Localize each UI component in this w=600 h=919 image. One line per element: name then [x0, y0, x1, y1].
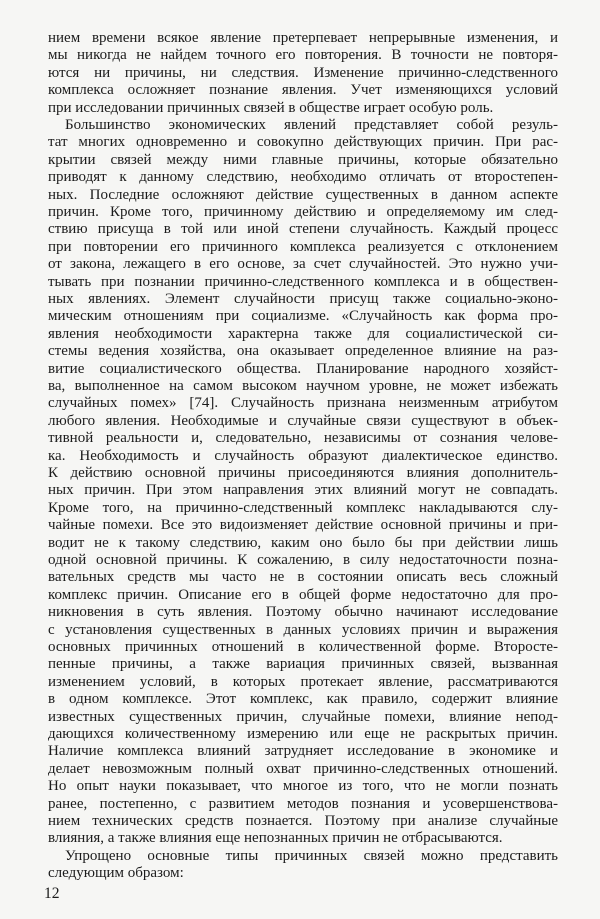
text-line: чайные помехи. Все это видоизменяет действие основной причины и при-	[48, 517, 558, 534]
text-line: Но опыт науки показывает, что многое из того, что не могли познать	[48, 778, 558, 795]
text-line: ствию присуща в той или иной степени случайность. Каждый процесс	[48, 221, 558, 238]
page-number: 12	[44, 885, 60, 902]
text-line: причин. Кроме того, причинному действию и определяемому им след-	[48, 204, 558, 220]
text-line: крытии связей между ними главные причины, которые обязательно	[48, 151, 558, 168]
text-line: нием технических средств познается. Поэтому при анализе случайные	[48, 813, 558, 829]
text-line: водит не к такому следствию, каким оно было бы при действии лишь	[48, 534, 558, 551]
text-line: витие социалистического общества. Планирование народного хозяйст-	[48, 360, 558, 377]
text-line: любого явления. Необходимые и случайные связи существуют в объек-	[48, 412, 558, 429]
text-line: мическим отношениям при социализме. «Случайность как форма про-	[48, 308, 558, 325]
text-line: К действию основной причины присоединяются влияния дополнитель-	[48, 465, 558, 481]
text-line: дающихся количественному измерению или еще не раскрытых причин.	[48, 726, 558, 742]
text-line: случайных помех» [74]. Случайность признана неизменным атрибутом	[48, 395, 558, 412]
text-line: от закона, лежащего в его основе, за счет случайностей. Это нужно учи-	[48, 256, 558, 273]
text-line: пенные причины, а также вариация причинных связей, вызванная	[48, 656, 558, 673]
text-line: вательных средств мы часто не в состоянии описать весь сложный	[48, 569, 558, 586]
text-line: при исследовании причинных связей в обществе играет особую роль.	[48, 99, 494, 116]
text-line: одной основной причины. К сожалению, в силу недостаточности позна-	[48, 552, 558, 568]
text-line: следующим образом:	[48, 865, 184, 882]
text-line: при повторении его причинного комплекса реализуется с отклонением	[48, 238, 558, 255]
text-line: нием времени всякое явление претерпевает непрерывные изменения, и	[48, 30, 558, 46]
text-line: Кроме того, на причинно-следственный комплекс накладываются слу-	[48, 499, 558, 516]
text-line: ются ни причины, ни следствия. Изменение причинно-следственного	[48, 64, 558, 81]
text-line: Наличие комплекса влияний затрудняет исследование в экономике и	[48, 743, 558, 760]
text-line: тат многих одновременно и совокупно действующих причин. При рас-	[48, 134, 558, 151]
text-line: комплекса осложняет познание явления. Учет изменяющихся условий	[48, 82, 558, 99]
text-line: комплекс причин. Описание его в общей форме недостаточно для про-	[48, 586, 558, 603]
text-line: тывать при познании причинно-следственного комплекса и в обществен-	[48, 273, 558, 290]
text-line: ных. Последние осложняют действие существенных в данном аспекте	[48, 186, 558, 203]
text-line: изменением условий, в которых протекает явление, рассматриваются	[48, 673, 558, 690]
text-line: Упрощено основные типы причинных связей можно представить	[65, 847, 558, 864]
text-line: ранее, постепенно, с развитием методов познания и усовершенствова-	[48, 795, 558, 812]
text-line: ка. Необходимость и случайность образуют диалектическое единство.	[48, 447, 558, 464]
text-line: явления необходимости характерна также для социалистической си-	[48, 325, 558, 342]
text-line: влияния, а также влияния еще непознанных причин не отбрасываются.	[48, 830, 503, 847]
text-line: известных существенных причин, случайные помехи, влияние непод-	[48, 708, 558, 725]
text-line: Большинство экономических явлений представляет собой резуль-	[65, 117, 558, 133]
text-line: в одном комплексе. Этот комплекс, как правило, содержит влияние	[48, 691, 558, 708]
text-line: ных явлениях. Элемент случайности присущ также социально-эконо-	[48, 291, 558, 307]
text-line: с установления существенных в данных условиях причин и выражения	[48, 621, 558, 638]
text-line: тивной реальности и, следовательно, независимы от сознания челове-	[48, 430, 558, 447]
text-line: делает невозможным полный охват причинно-следственных отношений.	[48, 760, 558, 777]
text-line: ва, выполненное на самом высоком научном уровне, не может избежать	[48, 378, 558, 394]
text-line: мы никогда не найдем точного его повторения. В точности не повторя-	[48, 47, 558, 64]
text-line: основных причинных отношений в количественной форме. Второсте-	[48, 639, 558, 655]
text-line: никновения в суть явления. Поэтому обычно начинают исследование	[48, 604, 558, 621]
text-line: ных причин. При этом направления этих влияний могут не совпадать.	[48, 482, 558, 499]
text-line: приводят к данному следствию, необходимо отличать от второстепен-	[48, 169, 558, 186]
text-line: стемы ведения хозяйства, она оказывает определенное влияние на раз-	[48, 343, 558, 360]
